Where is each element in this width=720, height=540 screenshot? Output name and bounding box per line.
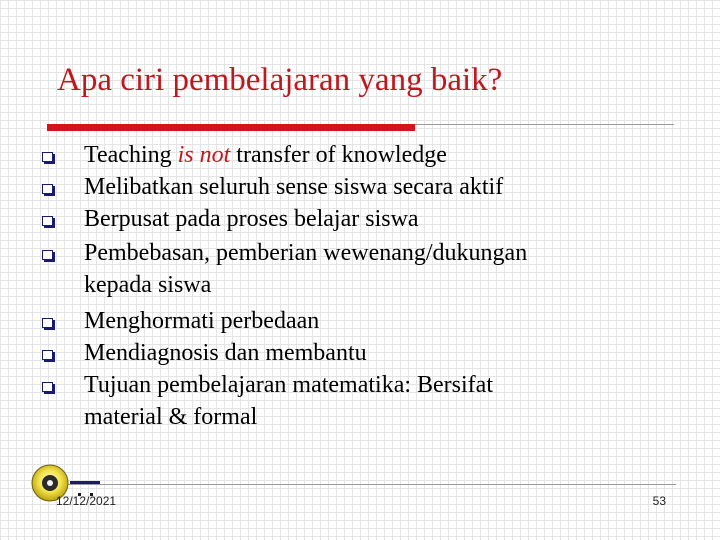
list-item-text-pre: Teaching — [84, 142, 178, 168]
list-item: Berpusat pada proses belajar siswa — [84, 206, 419, 232]
list-item: Pembebasan, pemberian wewenang/dukungan — [84, 240, 528, 266]
list-item: Melibatkan seluruh sense siswa secara aktif — [84, 174, 504, 200]
bullet-box-icon — [42, 152, 53, 162]
list-item-continuation: kepada siswa — [84, 272, 212, 298]
list-item: Mendiagnosis dan membantu — [84, 340, 367, 366]
list-item-continuation: material & formal — [84, 404, 258, 430]
list-item — [84, 141, 447, 169]
bullet-box-icon — [42, 350, 53, 360]
bullet-box-icon — [42, 184, 53, 194]
page-number: 53 — [652, 494, 666, 508]
title-underline-thick — [47, 124, 415, 131]
list-item-emphasis: is not — [177, 142, 231, 168]
footer-divider — [66, 484, 676, 485]
slide-title: Apa ciri pembelajaran yang baik? — [57, 62, 503, 98]
list-item: Menghormati perbedaan — [84, 308, 320, 334]
bullet-box-icon — [42, 318, 53, 328]
list-item: Tujuan pembelajaran matematika: Bersifat — [84, 372, 493, 398]
bullet-box-icon — [42, 250, 53, 260]
footer-date: 12/12/2021 — [56, 494, 117, 508]
bullet-box-icon — [42, 382, 53, 392]
bullet-box-icon — [42, 216, 53, 226]
list-item-text-post: transfer of knowledge — [230, 142, 447, 168]
